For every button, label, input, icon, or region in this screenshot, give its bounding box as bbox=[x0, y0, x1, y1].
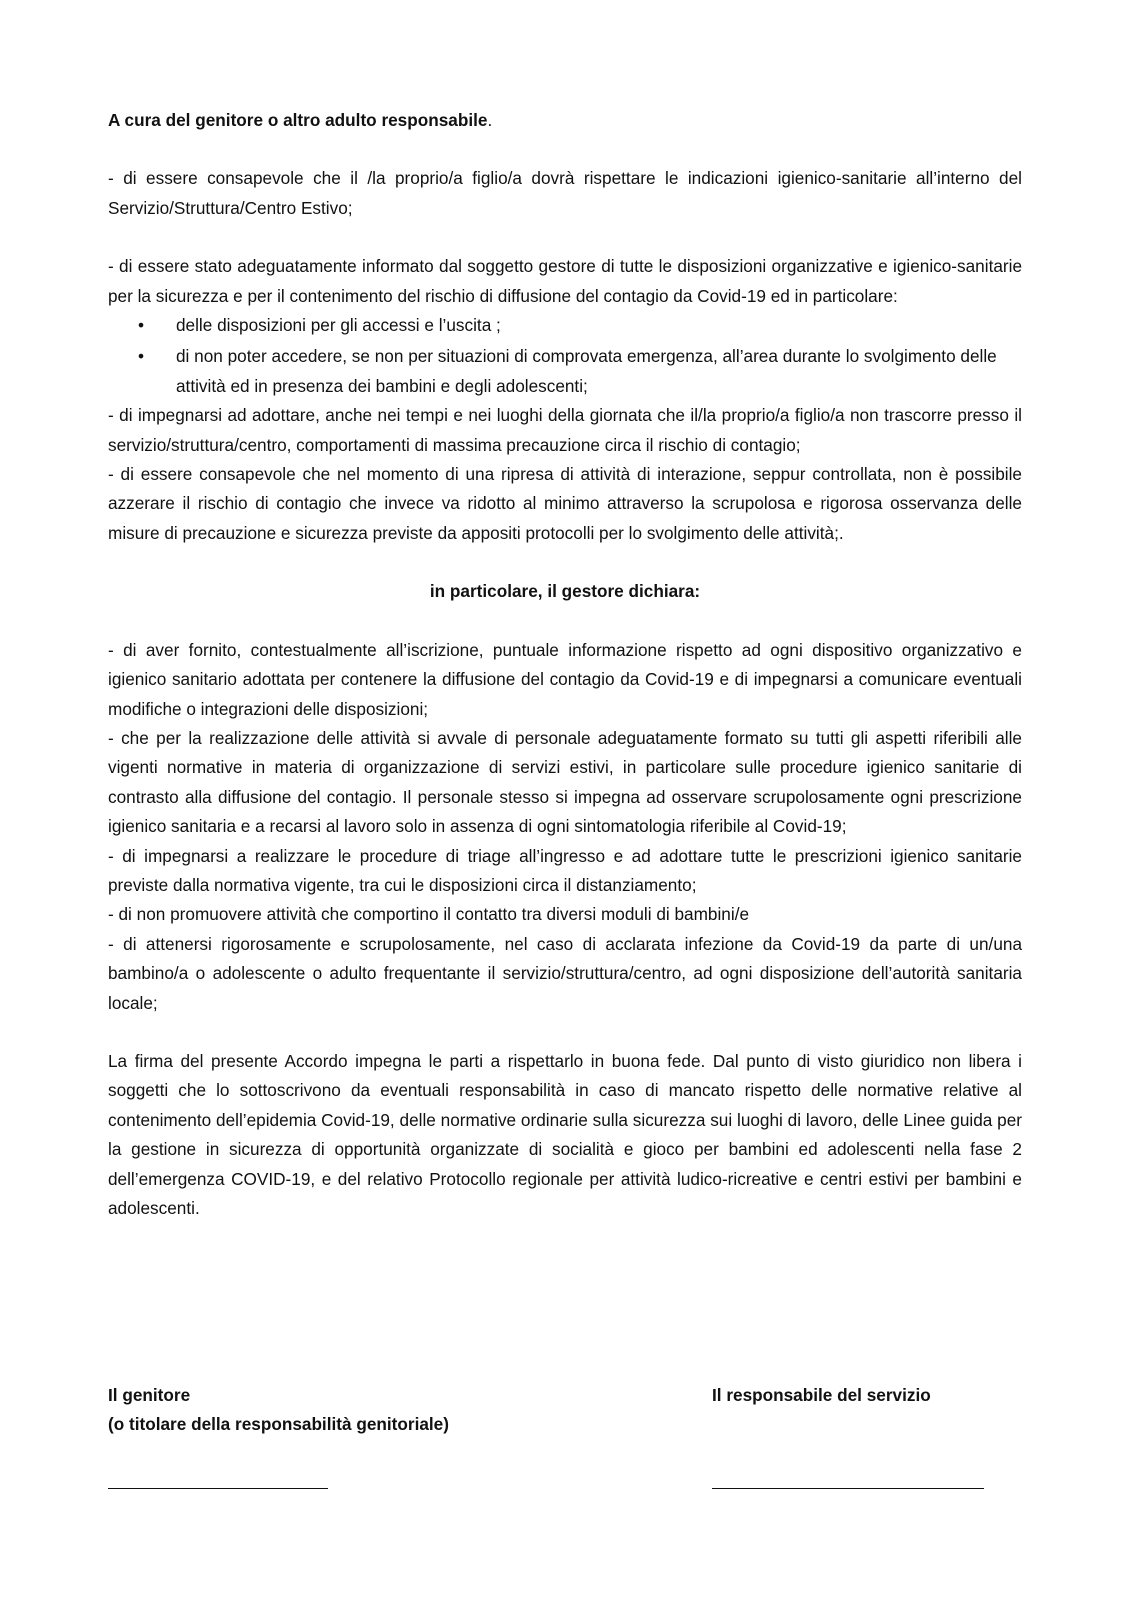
manager-signature-line bbox=[712, 1488, 984, 1489]
genitore-paragraph-1: - di essere consapevole che il /la proprio/a figlio/a dovrà rispettare le indicazioni igienico-sanitarie all’interno del Servizio/Struttura/Centro Estivo; bbox=[108, 168, 1022, 218]
spacer bbox=[108, 548, 1022, 577]
bullet-text: di non poter accedere, se non per situazioni di comprovata emergenza, all’area durante lo svolgimento delle attività ed in presenza dei bambini e degli adolescenti; bbox=[176, 346, 997, 396]
spacer bbox=[108, 223, 1022, 252]
spacer bbox=[108, 135, 1022, 164]
genitore-paragraph-4: - di essere consapevole che nel momento di una ripresa di attività di interazione, seppur controllata, non è possibile azzerare il rischio di contagio che invece va ridotto al minimo attraverso la scrupolosa e rigorosa osservanza delle misure di precauzione e sicurezza previste da appositi protocolli per lo svolgimento delle attività;. bbox=[108, 464, 1022, 543]
document-body bbox=[108, 106, 1022, 1223]
manager-signature-label bbox=[712, 1381, 1012, 1410]
bullet-item bbox=[108, 311, 1022, 340]
spacer bbox=[108, 1018, 1022, 1047]
parent-sublabel: (o titolare della responsabilità genitoriale) bbox=[108, 1414, 449, 1435]
gestore-item: - di non promuovere attività che comportino il contatto tra diversi moduli di bambini/e bbox=[108, 904, 750, 925]
gestore-item: - che per la realizzazione delle attività si avvale di personale adeguatamente formato su tutti gli aspetti riferibili alle vigenti normative in materia di organizzazione di servizi estivi, in particolare sulle procedure igienico sanitarie di contrasto alla diffusione del contagio. Il personale stesso si impegna ad osservare scrupolosamente ogni prescrizione igienico sanitaria e a recarsi al lavoro solo in assenza di ogni sintomatologia riferibile al Covid-19; bbox=[108, 727, 1022, 837]
document-heading bbox=[108, 106, 1022, 135]
manager-label: Il responsabile del servizio bbox=[712, 1385, 931, 1405]
parent-signature-line bbox=[108, 1488, 328, 1489]
bullet-icon: • bbox=[138, 346, 145, 367]
heading-text: A cura del genitore o altro adulto responsabile bbox=[108, 110, 488, 130]
genitore-paragraph-3: - di impegnarsi ad adottare, anche nei tempi e nei luoghi della giornata che il/la proprio/a figlio/a non trascorre presso il servizio/struttura/centro, comportamenti di massima precauzione circa il rischio di contagio; bbox=[108, 405, 1022, 455]
bullet-text: delle disposizioni per gli accessi e l’uscita ; bbox=[176, 315, 501, 336]
signature-block bbox=[108, 1381, 1022, 1501]
gestore-item: - di impegnarsi a realizzare le procedure di triage all’ingresso e ad adottare tutte le prescrizioni igienico sanitarie previste dalla normativa vigente, tra cui le disposizioni circa il distanziamento; bbox=[108, 845, 1022, 895]
gestore-section-title: in particolare, il gestore dichiara: bbox=[429, 581, 701, 602]
parent-label: Il genitore bbox=[108, 1385, 191, 1405]
genitore-paragraph-2: - di essere stato adeguatamente informato dal soggetto gestore di tutte le disposizioni organizzative e igienico-sanitarie per la sicurezza e per il contenimento del rischio di diffusione del contagio da Covid-19 ed in particolare: bbox=[108, 256, 1022, 306]
heading-suffix: . bbox=[487, 110, 493, 130]
gestore-item: - di attenersi rigorosamente e scrupolosamente, nel caso di acclarata infezione da Covid-19 da parte di un/una bambino/a o adolescente o adulto frequentante il servizio/struttura/centro, ad ogni disposizione dell’autorità sanitaria locale; bbox=[108, 933, 1022, 1013]
spacer bbox=[108, 607, 1022, 636]
parent-signature-label bbox=[108, 1381, 528, 1440]
gestore-item: - di aver fornito, contestualmente all’iscrizione, puntuale informazione rispetto ad ogni dispositivo organizzativo e igienico sanitario adottata per contenere la diffusione del contagio da Covid-19 e di impegnarsi a comunicare eventuali modifiche o integrazioni delle disposizioni; bbox=[108, 639, 1022, 719]
bullet-item bbox=[108, 342, 1022, 401]
bullet-icon: • bbox=[138, 315, 145, 336]
genitore-bullet-list bbox=[108, 311, 1022, 401]
closing-paragraph: La firma del presente Accordo impegna le parti a rispettarlo in buona fede. Dal punto di visto giuridico non libera i soggetti che lo sottoscrivono da eventuali responsabilità in caso di mancato rispetto delle normative relative al contenimento dell’epidemia Covid-19, delle normative ordinarie sulla sicurezza sui luoghi di lavoro, delle Linee guida per la gestione in sicurezza di opportunità organizzate di socialità e gioco per bambini ed adolescenti nella fase 2 dell’emergenza COVID-19, e del relativo Protocollo regionale per attività ludico-ricreative e centri estivi per bambini e adolescenti. bbox=[108, 1050, 1022, 1218]
